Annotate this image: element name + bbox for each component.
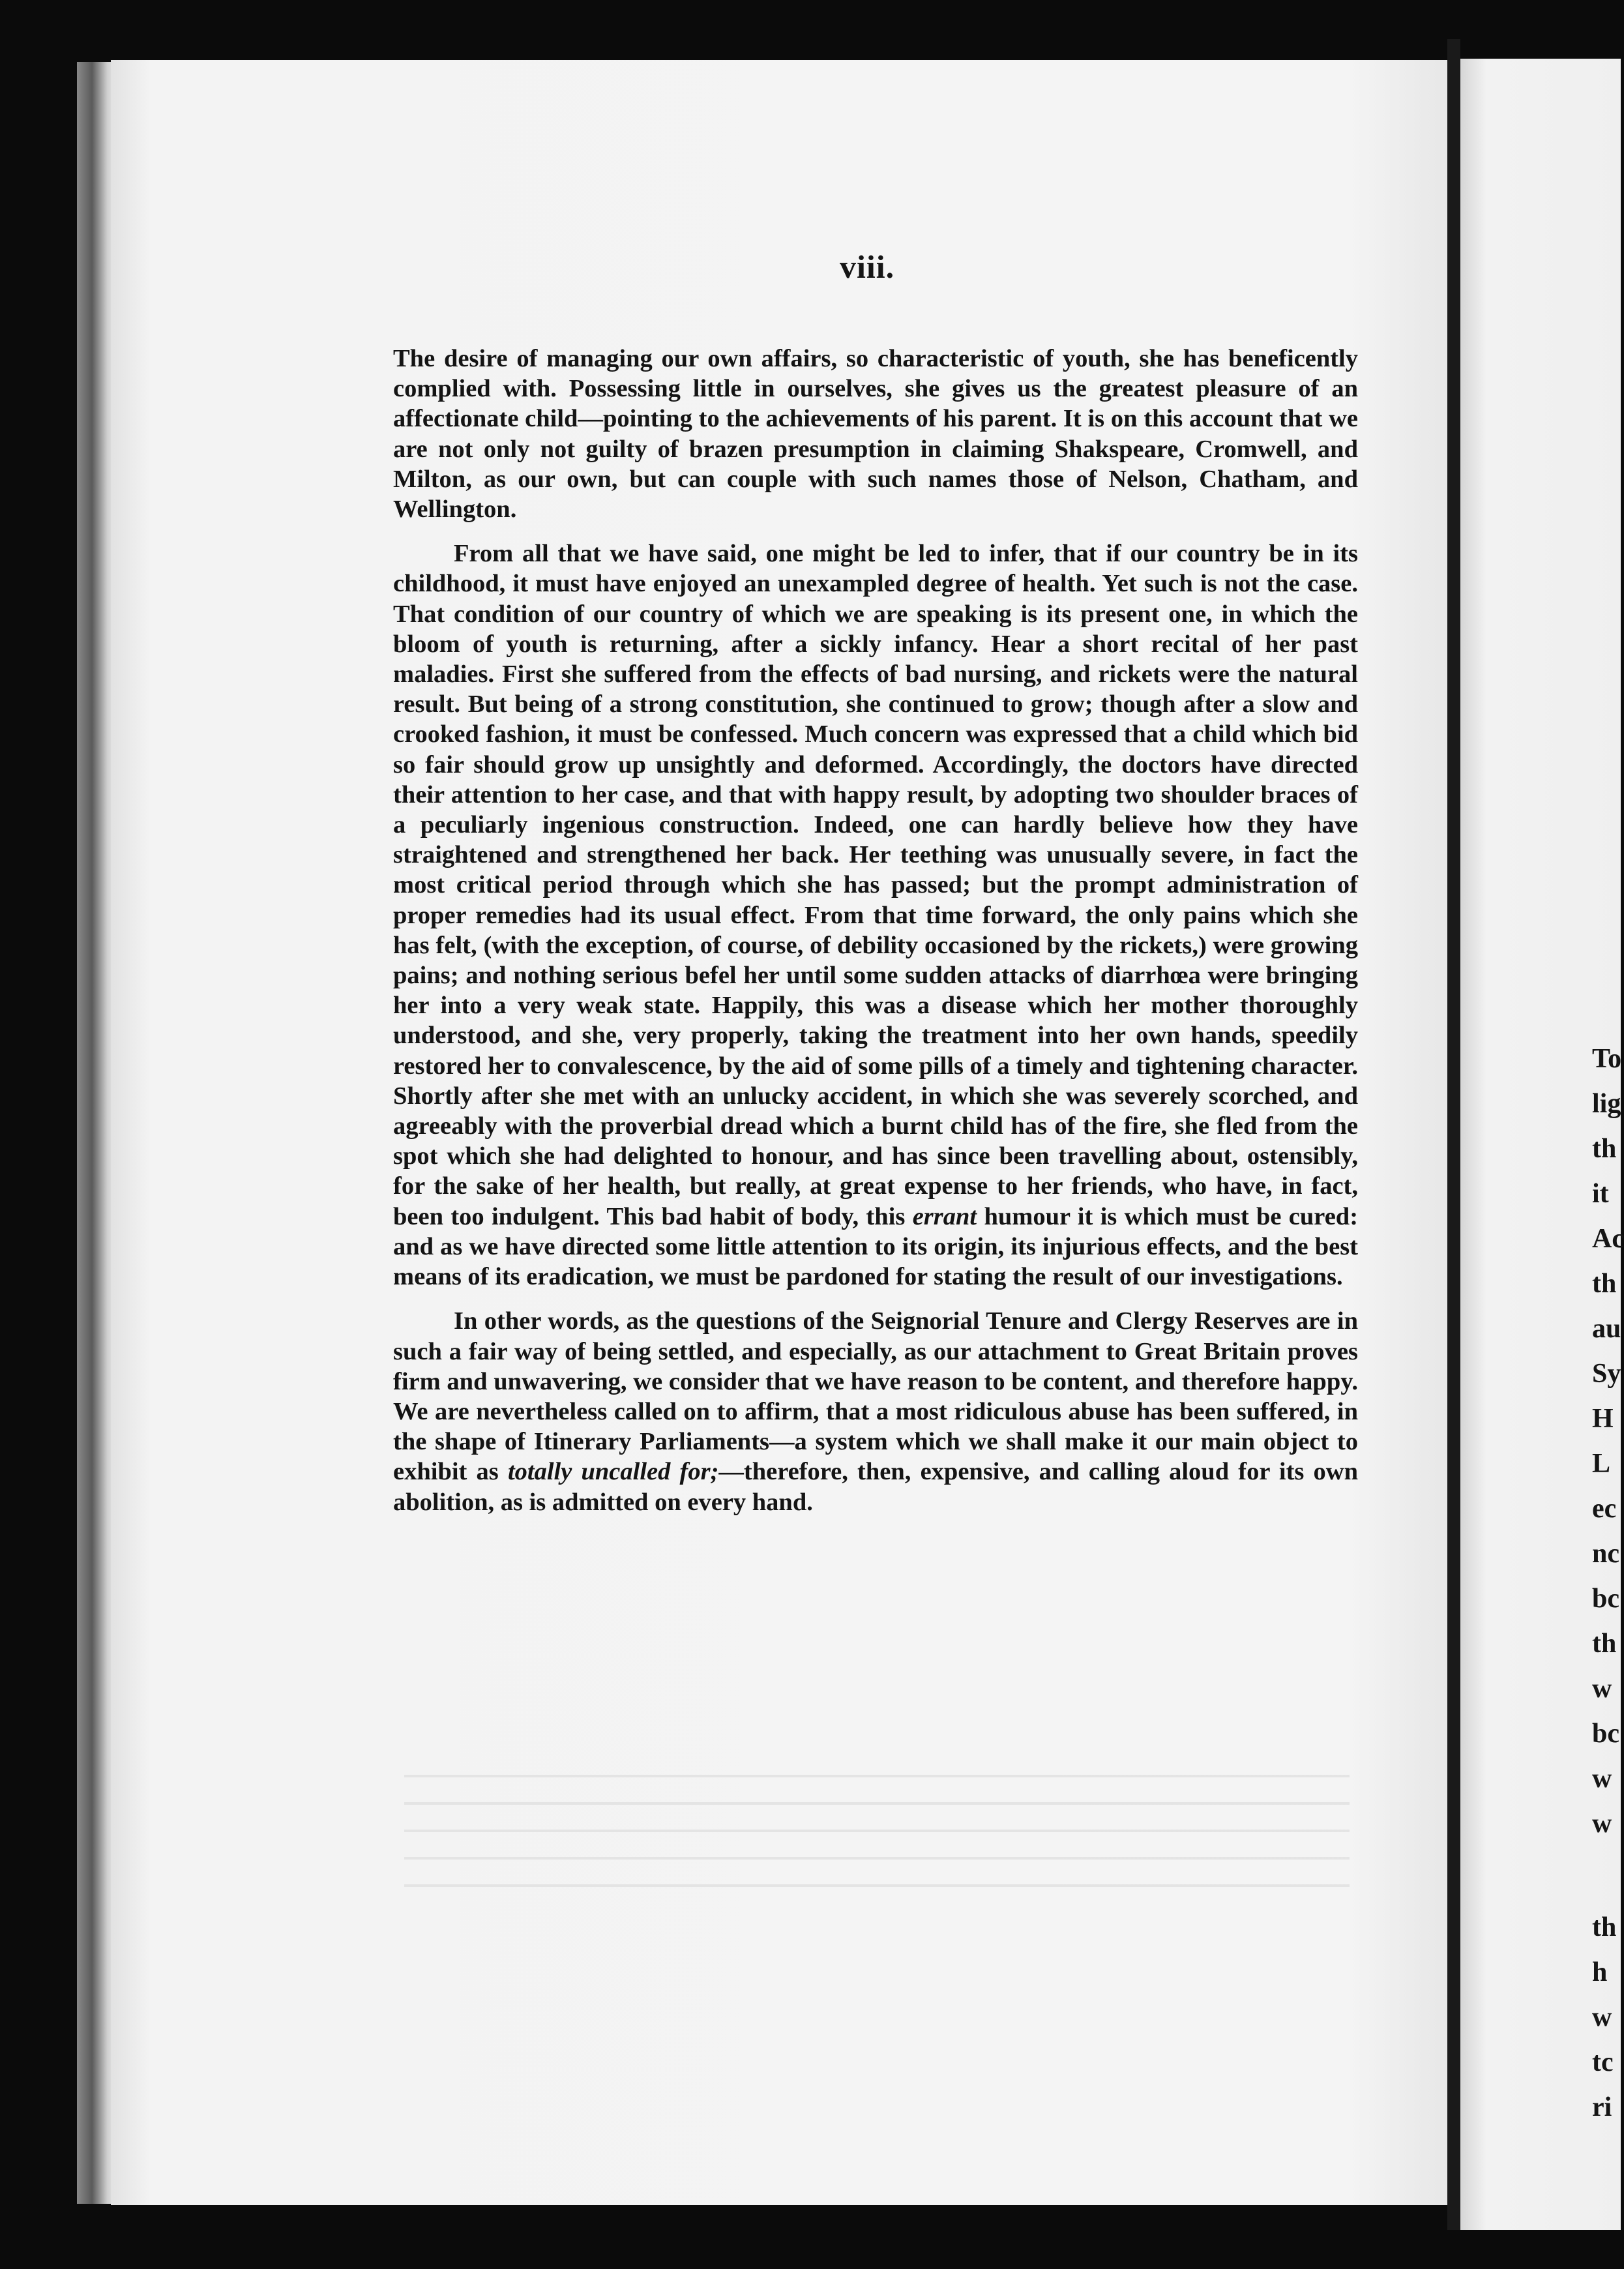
facing-line: th bbox=[1592, 1269, 1617, 1299]
facing-page-text bbox=[1592, 1037, 1624, 2130]
book-gutter bbox=[1447, 39, 1460, 2230]
facing-line: it bbox=[1592, 1179, 1609, 1209]
paragraph-3 bbox=[393, 1306, 1358, 1517]
show-through-text bbox=[404, 1760, 1350, 1910]
paragraph-2-text: From all that we have said, one might be led to infer, that if our country be in its childhood, it must have enjoyed an unexampled degree of health. Yet such is not the case. That condition of our country of which we are speaking is its present one, in which the bloom of youth is returning, after a sickly infancy. Hear a short recital of her past maladies. First she suffered from the effects of bad nursing, and rickets were the natural result. But being of a strong constitution, she continued to grow; though after a slow and crooked fashion, it must be confessed. Much concern was expressed that a child which bid so fair should grow up unsightly and deformed. Accordingly, the doctors have directed their attention to her case, and that with happy result, by adopting two shoulder braces of a peculiarly ingenious construction. Indeed, one can hardly believe how they have straightened and strengthened her back. Her teething was unusually severe, in fact the most critical period through which she has passed; but the prompt administration of proper remedies had its usual effect. From that time forward, the only pains which she has felt, (with the exception, of course, of debility occasioned by the rickets,) were growing pains; and nothing serious befel her until some sudden attacks of diarrhœa were bringing her into a very weak state. Happily, this was a disease which her mother thoroughly understood, and she, very properly, taking the treatment into her own hands, speedily restored her to convalescence, by the aid of some pills of a timely and tightening character. Shortly after she met with an unlucky accident, in which she was severely scorched, and agreeably with the proverbial dread which a burnt child has of the fire, she fled from the spot which she had delighted to honour, and has since been travelling about, ostensibly, for the sake of her health, but really, at great expense to her friends, who have, in fact, been too indulgent. This bad habit of body, this bbox=[393, 540, 1358, 1230]
paragraph-3-italic: totally uncalled for; bbox=[507, 1458, 719, 1486]
facing-line: L bbox=[1592, 1449, 1611, 1479]
facing-line: bc bbox=[1592, 1584, 1619, 1614]
facing-line: th bbox=[1592, 1912, 1617, 1942]
facing-line: ri bbox=[1592, 2092, 1612, 2122]
facing-line: w bbox=[1592, 2002, 1612, 2032]
facing-line: lig bbox=[1592, 1089, 1621, 1119]
paragraph-2-end: humour it is which must be cured: and as we have directed some little attention to its origin, its injurious effects, and the best means of its eradication, we must be pardoned for stating the result of our investigations. bbox=[393, 1202, 1359, 1291]
facing-line: Ac bbox=[1592, 1224, 1624, 1254]
paragraph-1: The desire of managing our own affairs, so characteristic of youth, she has beneficently complied with. Possessing little in ourselves, she gives us the greatest pleasure of an affectionate child—pointing to the achievements of his parent. It is on this account that we are not only not guilty of brazen presumption in claiming Shakspeare, Cromwell, and Milton, as our own, but can couple with such names those of Nelson, Chatham, and Wellington. bbox=[393, 345, 1358, 524]
facing-line: h bbox=[1592, 1957, 1608, 1987]
facing-line: th bbox=[1592, 1629, 1617, 1659]
facing-line: w bbox=[1592, 1764, 1612, 1794]
paragraph-2 bbox=[393, 539, 1358, 1292]
facing-line: Sy bbox=[1592, 1359, 1621, 1389]
page-number: viii. bbox=[840, 248, 895, 285]
facing-line: tc bbox=[1592, 2047, 1614, 2077]
paragraph-3-end: —therefore, then, expensive, and calling aloud for its own abolition, as is admitted on every hand. bbox=[393, 1458, 1359, 1516]
paragraph-3-text: In other words, as the questions of the Seignorial Tenure and Clergy Reserves are in such a fair way of being settled, and especially, as our attachment to Great Britain proves firm and unwavering, we consider that we have reason to be content, and therefore happy. We are nevertheless called on to affirm, that a most ridiculous abuse has been suffered, in the shape of Itinerary Parliaments—a system which we shall make it our main object to exhibit as bbox=[393, 1307, 1358, 1486]
facing-gap bbox=[1592, 1846, 1624, 1905]
facing-line: th bbox=[1592, 1134, 1617, 1164]
facing-line: w bbox=[1592, 1809, 1612, 1839]
facing-line: ec bbox=[1592, 1494, 1617, 1524]
facing-line: bc bbox=[1592, 1719, 1619, 1749]
facing-line: To bbox=[1592, 1044, 1622, 1074]
page-edge-shadow bbox=[77, 62, 115, 2204]
facing-line: w bbox=[1592, 1674, 1612, 1704]
body-text bbox=[393, 344, 1358, 1532]
facing-line: H bbox=[1592, 1404, 1614, 1434]
paragraph-2-italic: errant bbox=[912, 1202, 977, 1230]
facing-line: nc bbox=[1592, 1539, 1619, 1569]
facing-line: au bbox=[1592, 1314, 1621, 1344]
